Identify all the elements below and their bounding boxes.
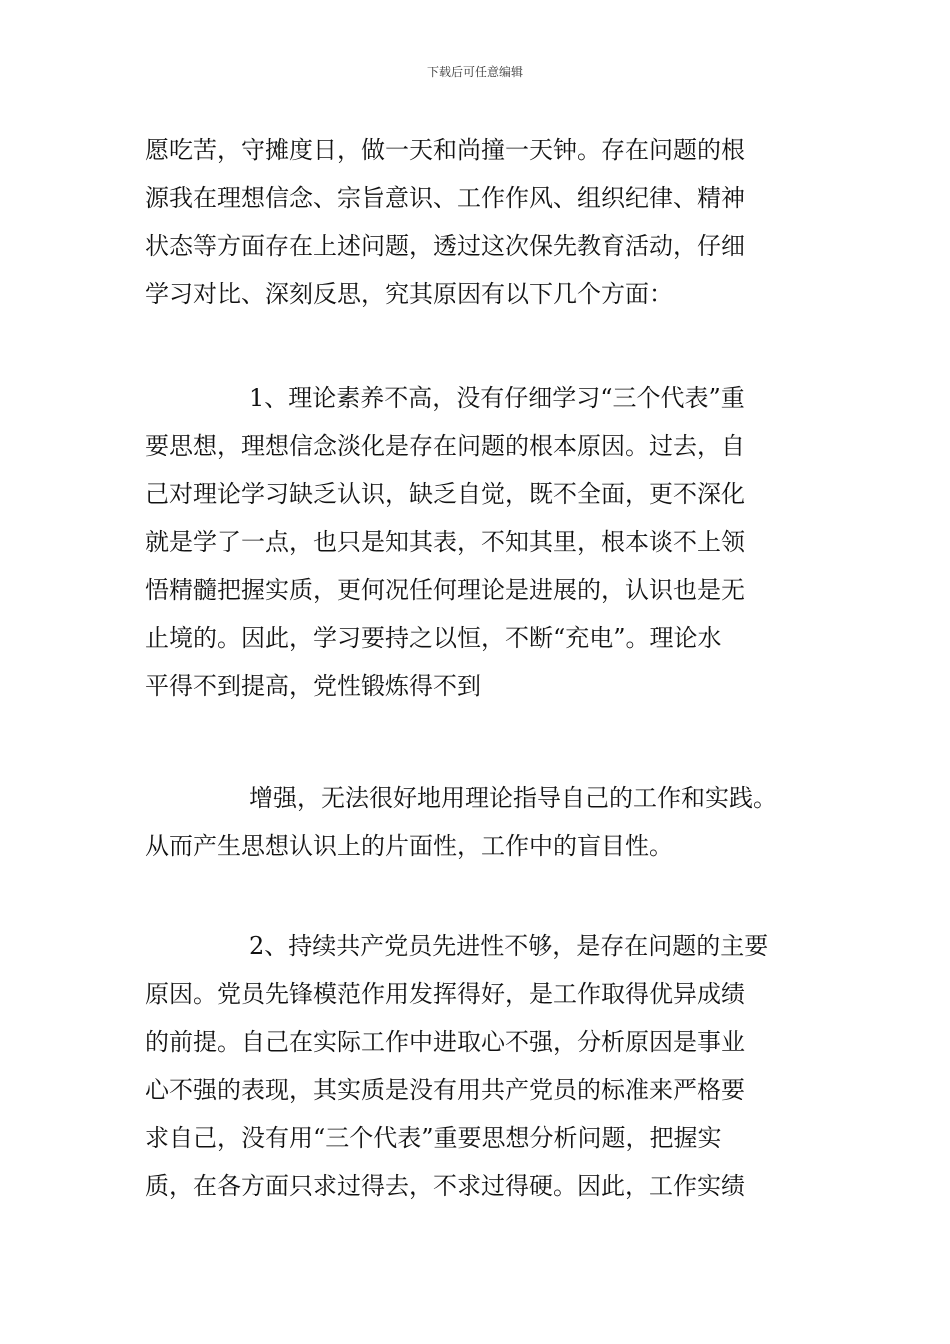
text-line: 愿吃苦，守摊度日，做一天和尚撞一天钟。存在问题的根 bbox=[145, 136, 745, 164]
text-line: 从而产生思想认识上的片面性，工作中的盲目性。 bbox=[145, 832, 673, 860]
paragraph-2 bbox=[145, 374, 825, 710]
text-line: 求自己，没有用“三个代表”重要思想分析问题，把握实 bbox=[145, 1124, 722, 1152]
text-line: 就是学了一点，也只是知其表，不知其里，根本谈不上领 bbox=[145, 528, 745, 556]
text-line: 学习对比、深刻反思，究其原因有以下几个方面： bbox=[145, 280, 673, 308]
paragraph-3 bbox=[145, 774, 825, 870]
text-line: 质，在各方面只求过得去，不求过得硬。因此，工作实绩 bbox=[145, 1172, 745, 1200]
paragraph-4 bbox=[145, 922, 825, 1210]
text-line: 2、持续共产党员先进性不够，是存在问题的主要 bbox=[249, 932, 769, 960]
text-line: 平得不到提高，党性锻炼得不到 bbox=[145, 672, 481, 700]
text-line: 止境的。因此，学习要持之以恒，不断“充电”。理论水 bbox=[145, 624, 722, 652]
page-header: 下载后可任意编辑 bbox=[426, 65, 523, 79]
text-line: 状态等方面存在上述问题，透过这次保先教育活动，仔细 bbox=[145, 232, 745, 260]
text-line: 增强，无法很好地用理论指导自己的工作和实践。 bbox=[249, 784, 777, 812]
text-line: 的前提。自己在实际工作中进取心不强，分析原因是事业 bbox=[145, 1028, 745, 1056]
paragraph-1 bbox=[145, 126, 825, 318]
text-line: 1、理论素养不高，没有仔细学习“三个代表”重 bbox=[249, 384, 745, 412]
text-line: 心不强的表现，其实质是没有用共产党员的标准来严格要 bbox=[145, 1076, 745, 1104]
text-line: 悟精髓把握实质，更何况任何理论是进展的，认识也是无 bbox=[145, 576, 745, 604]
text-line: 己对理论学习缺乏认识，缺乏自觉，既不全面，更不深化 bbox=[145, 480, 745, 508]
text-line: 要思想，理想信念淡化是存在问题的根本原因。过去，自 bbox=[145, 432, 745, 460]
text-line: 源我在理想信念、宗旨意识、工作作风、组织纪律、精神 bbox=[145, 184, 745, 212]
text-line: 原因。党员先锋模范作用发挥得好，是工作取得优异成绩 bbox=[145, 980, 745, 1008]
